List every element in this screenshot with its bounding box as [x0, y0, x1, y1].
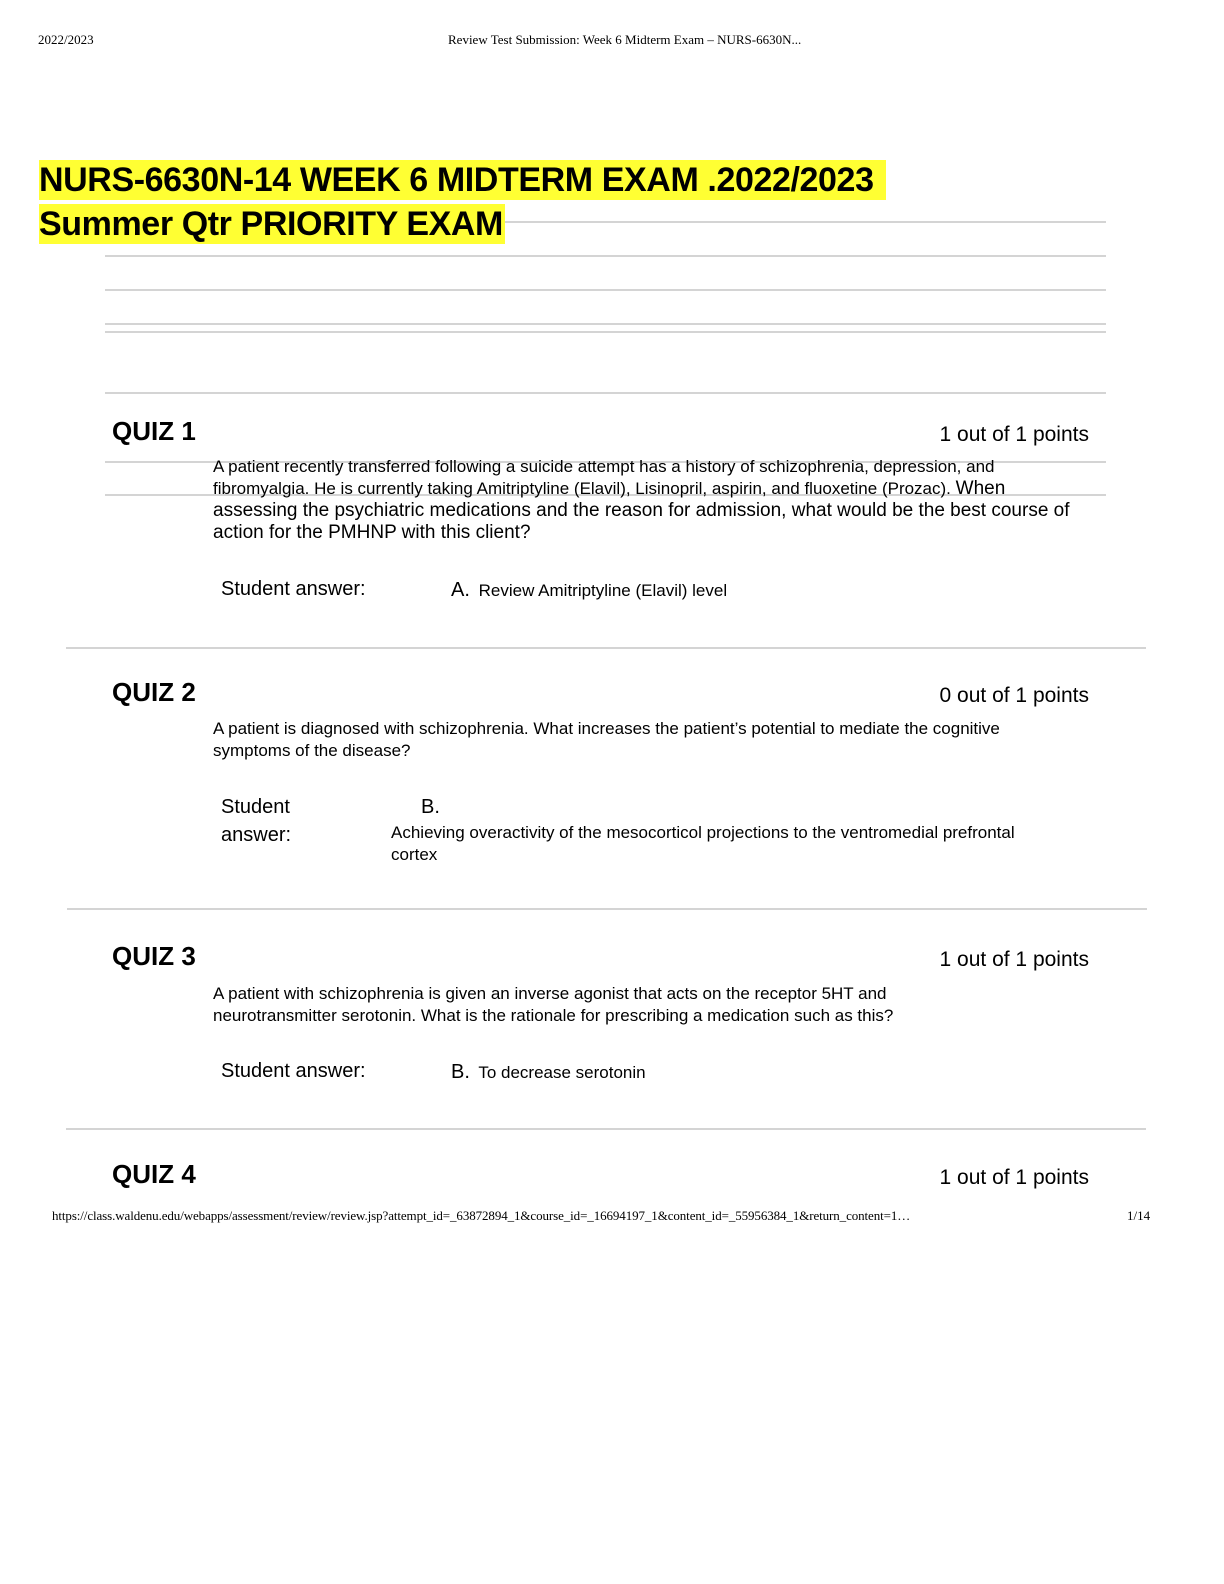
document-title-line-1: NURS-6630N-14 WEEK 6 MIDTERM EXAM .2022/2023	[39, 160, 886, 200]
quiz-3-label: QUIZ 3	[112, 941, 196, 971]
quiz-3-answer	[451, 1061, 646, 1084]
print-header-date: 2022/2023	[38, 32, 94, 47]
divider-line	[105, 392, 1106, 394]
quiz-1-label: QUIZ 1	[112, 416, 196, 446]
document-title-line-2: Summer Qtr PRIORITY EXAM	[39, 205, 503, 243]
quiz-2-answer-label-line-2: answer:	[221, 824, 292, 846]
quiz-3-answer-letter: B.	[451, 1061, 470, 1083]
quiz-3-answer-text: To decrease serotonin	[478, 1063, 646, 1082]
quiz-4-points: 1 out of 1 points	[939, 1166, 1089, 1189]
divider-line	[105, 255, 1106, 257]
print-footer-page-number: 1/14	[1127, 1208, 1151, 1223]
quiz-2-question: A patient is diagnosed with schizophrenia. What increases the patient’s potential to mediate the cognitive symptoms of the disease?	[213, 719, 1000, 760]
print-header-title: Review Test Submission: Week 6 Midterm Exam – NURS-6630N...	[448, 32, 802, 47]
quiz-2-points: 0 out of 1 points	[939, 684, 1089, 707]
quiz-1-answer-text: Review Amitriptyline (Elavil) level	[478, 581, 728, 600]
section-divider	[66, 1128, 1146, 1130]
quiz-1-question-part-1: A patient recently transferred following a suicide attempt has a history of schizophrenia, depression, and fibromyalgia. He is currently taking Amitriptyline (Elavil), Lisinopril, aspirin, and fluoxetine (Prozac).	[213, 457, 995, 498]
quiz-1-question	[213, 456, 1083, 544]
quiz-3-answer-label: Student answer:	[221, 1060, 366, 1082]
print-footer-url: https://class.waldenu.edu/webapps/assessment/review/review.jsp?attempt_id=_63872894_1&course_id=_16694197_1&content_id=_55956384_1&return_content=1…	[52, 1208, 911, 1223]
quiz-2-answer-text: Achieving overactivity of the mesocorticol projections to the ventromedial prefrontal cortex	[391, 823, 1015, 864]
section-divider	[67, 908, 1147, 910]
quiz-1-answer-letter: A.	[451, 579, 470, 601]
quiz-2-answer-label-line-1: Student	[221, 796, 290, 818]
divider-line	[105, 323, 1106, 325]
divider-line	[105, 289, 1106, 291]
quiz-1-answer	[451, 579, 727, 602]
section-divider	[66, 647, 1146, 649]
divider-line	[105, 331, 1106, 333]
quiz-4-label: QUIZ 4	[112, 1159, 196, 1189]
quiz-2-answer-letter: B.	[421, 796, 440, 818]
quiz-3-question: A patient with schizophrenia is given an inverse agonist that acts on the receptor 5HT and neurotransmitter serotonin. What is the rationale for prescribing a medication such as this?	[213, 984, 894, 1025]
quiz-1-points: 1 out of 1 points	[939, 423, 1089, 446]
quiz-1-answer-label: Student answer:	[221, 578, 366, 600]
quiz-3-points: 1 out of 1 points	[939, 948, 1089, 971]
quiz-2-label: QUIZ 2	[112, 677, 196, 707]
quiz-1-question-part-2: When assessing the psychiatric medications and the reason for admission, what would be the best course of action for the PMHNP with this client?	[213, 478, 1070, 543]
